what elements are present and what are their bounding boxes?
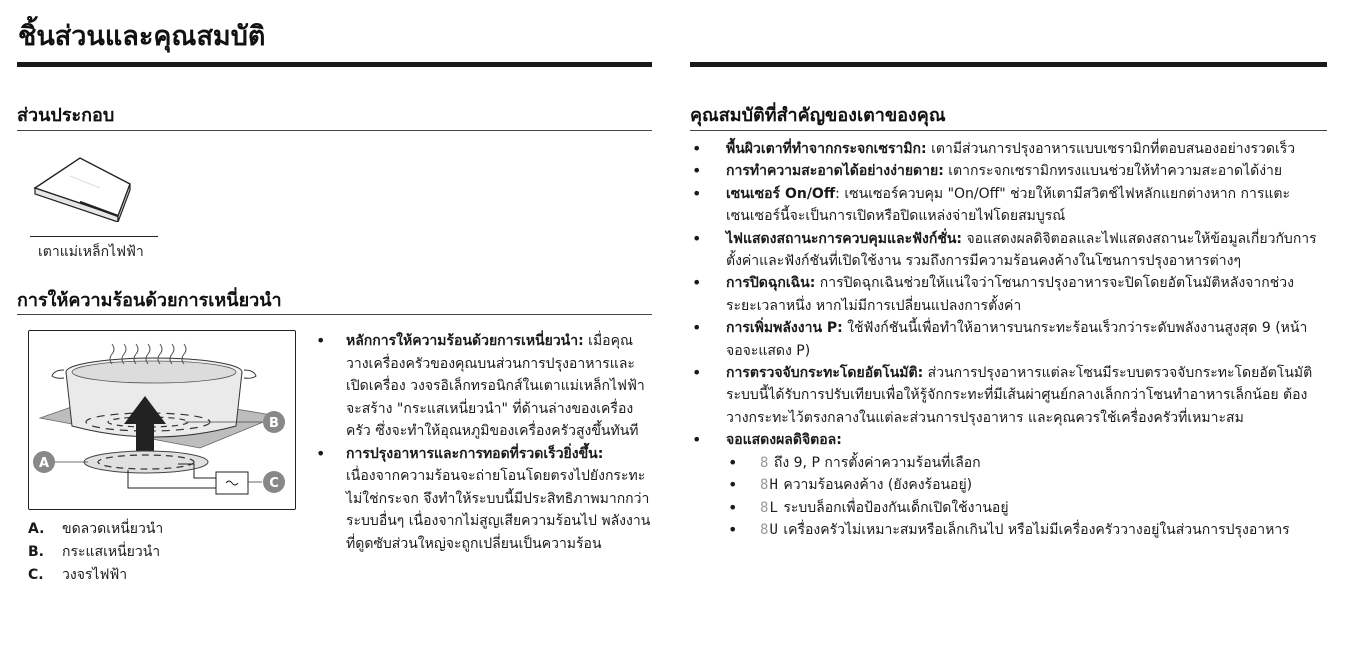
bullet: •: [728, 497, 738, 517]
legend-key: A.: [28, 521, 45, 537]
segment-display-code: 8: [760, 521, 770, 538]
item-text: เนื่องจากความร้อนจะถ่ายโอนโดยตรงไปยังกระทะ ไม่ใช่กระจก จึงทำให้ระบบนี้มีประสิทธิภาพมากกว่าระบบอื่นๆ เนื่องจากไม่สูญเสียความร้อนไป พลังงานที่ดูดซับส่วนใหญ่จะถูกเปลี่ยนเป็นความร้อน: [346, 468, 651, 552]
display-text: ระบบล็อกเพื่อป้องกันเด็กเปิดใช้งานอยู่: [778, 499, 1009, 516]
list-item: [316, 443, 652, 556]
induction-diagram: [28, 330, 294, 508]
features-heading: คุณสมบัติที่สำคัญของเตาของคุณ: [690, 105, 946, 126]
display-text: เครื่องครัวไม่เหมาะสมหรือเล็กเกินไป หรือไม่มีเครื่องครัววางอยู่ในส่วนการปรุงอาหาร: [778, 521, 1290, 538]
item-title: การปรุงอาหารและการทอดที่รวดเร็วยิ่งขึ้น:: [346, 445, 604, 462]
list-item: [690, 272, 1322, 317]
legend-text: ขดลวดเหนี่ยวนำ: [62, 521, 164, 537]
legend-item: [28, 541, 163, 564]
bullet: •: [728, 475, 738, 495]
segment-display-code: 8: [760, 477, 770, 494]
item-title: พื้นผิวเตาที่ทำจากกระจกเซรามิก:: [726, 141, 927, 157]
induction-rule: [17, 314, 652, 315]
bullet: •: [728, 452, 738, 472]
list-item: [690, 183, 1322, 228]
bullet: •: [692, 139, 702, 158]
segment-display-code: 8: [760, 499, 770, 516]
list-item: [690, 429, 1322, 451]
bullet: •: [692, 430, 702, 450]
bullet: •: [692, 228, 702, 248]
list-item: [316, 330, 652, 443]
diagram-label-c: C: [269, 476, 279, 491]
list-item: [690, 317, 1322, 362]
bullet: •: [692, 363, 702, 383]
legend-item: [28, 518, 163, 541]
item-title: ไฟแสดงสถานะการควบคุมและฟังก์ชั่น:: [726, 230, 963, 247]
item-title: การเพิ่มพลังงาน P:: [726, 320, 843, 337]
list-item: [690, 138, 1322, 160]
bullet: •: [692, 273, 702, 293]
bullet: •: [692, 161, 702, 181]
component-caption: เตาแม่เหล็กไฟฟ้า: [38, 244, 144, 260]
features-list: [690, 138, 1322, 541]
item-title: หลักการให้ความร้อนด้วยการเหนี่ยวนำ:: [346, 333, 584, 349]
item-text: จอแสดงผลดิจิตอลและไฟแสดงสถานะให้ข้อมูลเกี่ยวกับการตั้งค่าและฟังก์ชันที่เปิดใช้งาน รวมถึงการมีความร้อนคงค้างในโซนการปรุงอาหารต่างๆ: [726, 230, 1317, 270]
title-rule-right: [690, 62, 1327, 67]
bullet: •: [692, 318, 702, 338]
display-item: [690, 497, 1322, 519]
legend-key: C.: [28, 567, 44, 583]
item-title: การทำความสะอาดได้อย่างง่ายดาย:: [726, 163, 944, 180]
legend-item: [28, 564, 163, 587]
features-rule: [690, 130, 1327, 131]
segment-display-code: L: [769, 499, 779, 516]
item-text: เมื่อคุณวางเครื่องครัวของคุณบนส่วนการปรุงอาหารและเปิดเครื่อง วงจรอิเล็กทรอนิกส์ในเตาแม่เหล็กไฟฟ้าจะสร้าง "กระแสเหนี่ยวนำ" ที่ด้านล่างของเครื่องครัว ซึ่งจะทำให้อุณหภูมิของเครื่องครัวสูงขึ้นทันที: [346, 333, 645, 439]
bullet: •: [728, 519, 738, 539]
item-text: ใช้ฟังก์ชันนี้เพื่อทำให้อาหารบนกระทะร้อนเร็วกว่าระดับพลังงานสูงสุด 9 (หน้าจอจะแสดง P): [726, 320, 1308, 359]
item-text: เตากระจกเซรามิกทรงแบนช่วยให้ทำความสะอาดได้ง่าย: [943, 163, 1283, 180]
bullet: •: [316, 443, 326, 463]
display-text: ความร้อนคงค้าง (ยังคงร้อนอยู่): [778, 477, 973, 494]
display-item: [690, 452, 1322, 474]
induction-hob-illustration: [30, 150, 140, 222]
caption-rule: [30, 236, 158, 237]
legend-text: กระแสเหนี่ยวนำ: [62, 544, 161, 560]
title-rule-left: [17, 62, 652, 67]
legend-key: B.: [28, 544, 44, 560]
bullet: •: [692, 183, 702, 203]
legend-text: วงจรไฟฟ้า: [62, 567, 128, 583]
diagram-label-b: B: [269, 416, 279, 431]
components-rule: [17, 130, 652, 131]
item-title: การตรวจจับกระทะโดยอัตโนมัติ:: [726, 365, 924, 382]
item-text: เตามีส่วนการปรุงอาหารแบบเซรามิกที่ตอบสนองอย่างรวดเร็ว: [926, 141, 1296, 157]
segment-display-code: U: [769, 521, 779, 538]
page-title: ชิ้นส่วนและคุณสมบัติ: [18, 21, 266, 52]
display-item: [690, 474, 1322, 496]
induction-principles-list: [316, 330, 652, 555]
components-heading: ส่วนประกอบ: [17, 105, 115, 126]
segment-display-code: H: [769, 477, 779, 494]
list-item: [690, 362, 1322, 429]
item-text: ส่วนการปรุงอาหารแต่ละโซนมีระบบตรวจจับกระทะโดยอัตโนมัติ ระบบนี้ได้รับการปรับเทียบเพื่อให้รู้จักกระทะที่มีเส้นผ่าศูนย์กลางเล็กกว่าโซนทำอาหารเล็กน้อย ต้องวางกระทะไว้ตรงกลางในแต่ละส่วนการปรุงอาหาร และคุณควรใช้เครื่องครัวที่เหมาะสม: [726, 365, 1313, 426]
display-item: [690, 519, 1322, 541]
display-text: ถึง 9, P การตั้งค่าความร้อนที่เลือก: [769, 454, 981, 471]
item-text: : เซนเซอร์ควบคุม "On/Off" ช่วยให้เตามีสวิตช์ไฟหลักแยกต่างหาก การแตะเซนเซอร์นี้จะเป็นการเปิดหรือปิดแหล่งจ่ายไฟโดยสมบูรณ์: [726, 185, 1291, 225]
item-title: จอแสดงผลดิจิตอล:: [726, 432, 842, 449]
bullet: •: [316, 331, 326, 350]
item-title: การปิดฉุกเฉิน:: [726, 275, 816, 292]
induction-heading: การให้ความร้อนด้วยการเหนี่ยวนำ: [17, 290, 282, 311]
item-text: การปิดฉุกเฉินช่วยให้แน่ใจว่าโซนการปรุงอาหารจะปิดโดยอัตโนมัติหลังจากช่วงระยะเวลาหนึ่ง หากไม่มีการเปลี่ยนแปลงการตั้งค่า: [726, 275, 1294, 314]
list-item: [690, 228, 1322, 273]
segment-display-code: 8: [760, 454, 770, 471]
diagram-label-a: A: [38, 456, 50, 471]
item-title: เซนเซอร์ On/Off: [726, 185, 836, 202]
list-item: [690, 160, 1322, 182]
diagram-legend: [28, 518, 163, 587]
